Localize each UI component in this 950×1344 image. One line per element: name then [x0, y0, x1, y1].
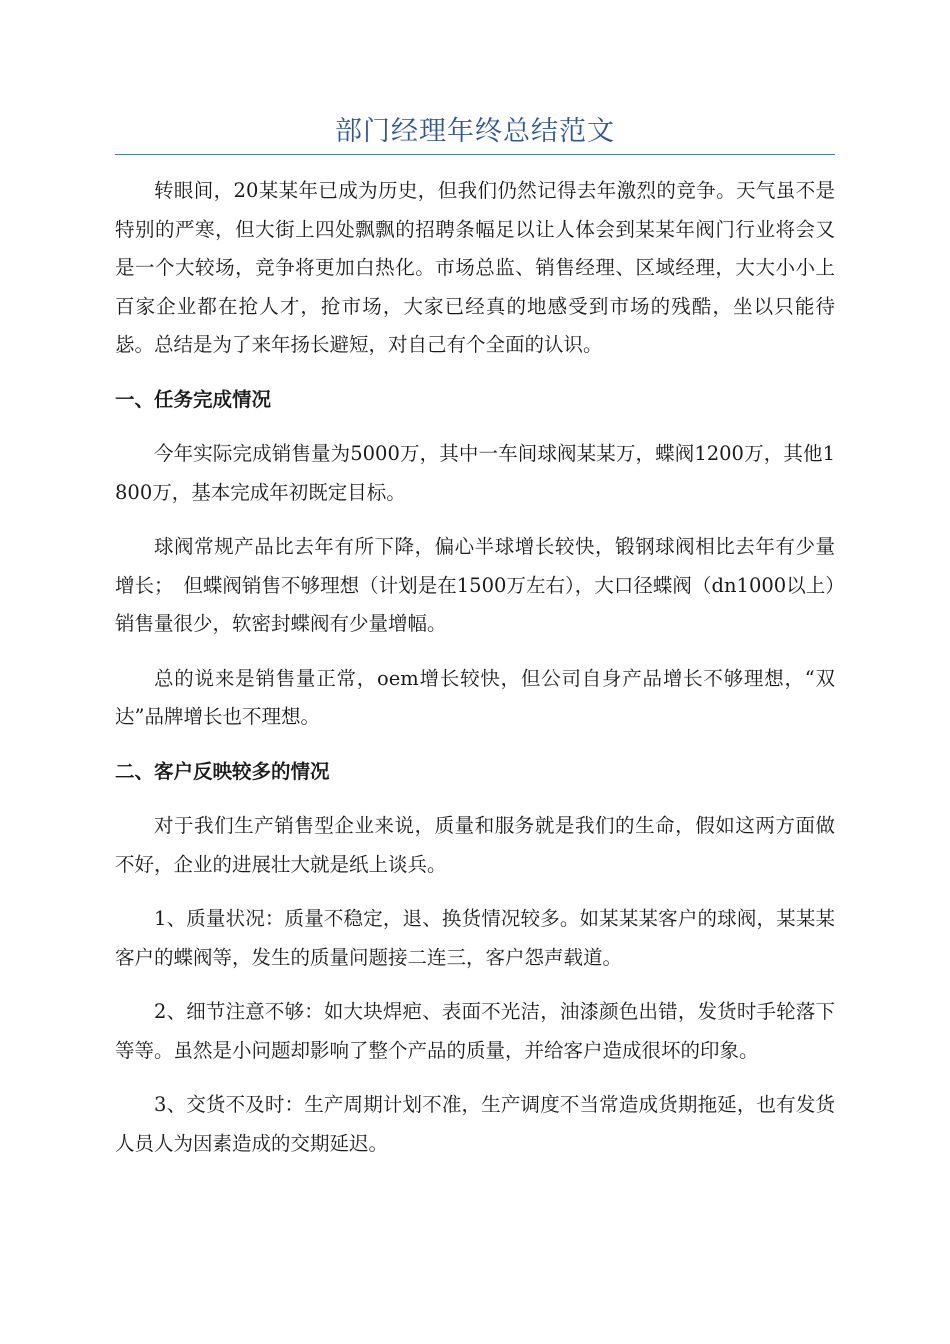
paragraph-product-analysis: 球阀常规产品比去年有所下降，偏心半球增长较快，锻钢球阀相比去年有少量增长； 但蝶阀销售不够理想（计划是在1500万左右），大口径蝶阀（dn1000以上）销售量很少，软密封蝶阀有少量增幅。 [115, 535, 835, 635]
paragraph-intro: 转眼间，20某某年已成为历史，但我们仍然记得去年激烈的竞争。天气虽不是特别的严寒，但大街上四处飘飘的招聘条幅足以让人体会到某某年阀门行业将会又是一个大较场，竞争将更加白热化。市场总监、销售经理、区域经理，大大小小上百家企业都在抢人才，抢市场，大家已经真的地感受到市场的残酷，坐以只能待毖。总结是为了来年扬长避短，对自己有个全面的认识。 [115, 179, 835, 356]
paragraph-quality-service: 对于我们生产销售型企业来说，质量和服务就是我们的生命，假如这两方面做不好，企业的进展壮大就是纸上谈兵。 [115, 814, 835, 876]
page-title: 部门经理年终总结范文 [335, 116, 615, 147]
paragraph-summary: 总的说来是销售量正常，oem增长较快，但公司自身产品增长不够理想，“双达”品牌增长也不理想。 [115, 666, 835, 728]
paragraph-item-details: 2、细节注意不够：如大块焊疤、表面不光洁，油漆颜色出错，发货时手轮落下等等。虽然是小问题却影响了整个产品的质量，并给客户造成很坏的印象。 [115, 1000, 835, 1062]
section-heading-task-completion: 一、任务完成情况 [115, 387, 272, 411]
paragraph-item-delivery: 3、交货不及时：生产周期计划不准，生产调度不当常造成货期拖延，也有发货人员人为因素造成的交期延迟。 [115, 1093, 835, 1155]
paragraph-sales-total: 今年实际完成销售量为5000万，其中一车间球阀某某万，蝶阀1200万，其他1800万，基本完成年初既定目标。 [115, 442, 835, 504]
document-body [115, 172, 835, 1179]
paragraph-item-quality: 1、质量状况：质量不稳定，退、换货情况较多。如某某某客户的球阀，某某某客户的蝶阀等，发生的质量问题接二连三，客户怨声载道。 [115, 907, 835, 969]
title-underline [115, 154, 835, 155]
section-heading-customer-feedback: 二、客户反映较多的情况 [115, 759, 330, 783]
